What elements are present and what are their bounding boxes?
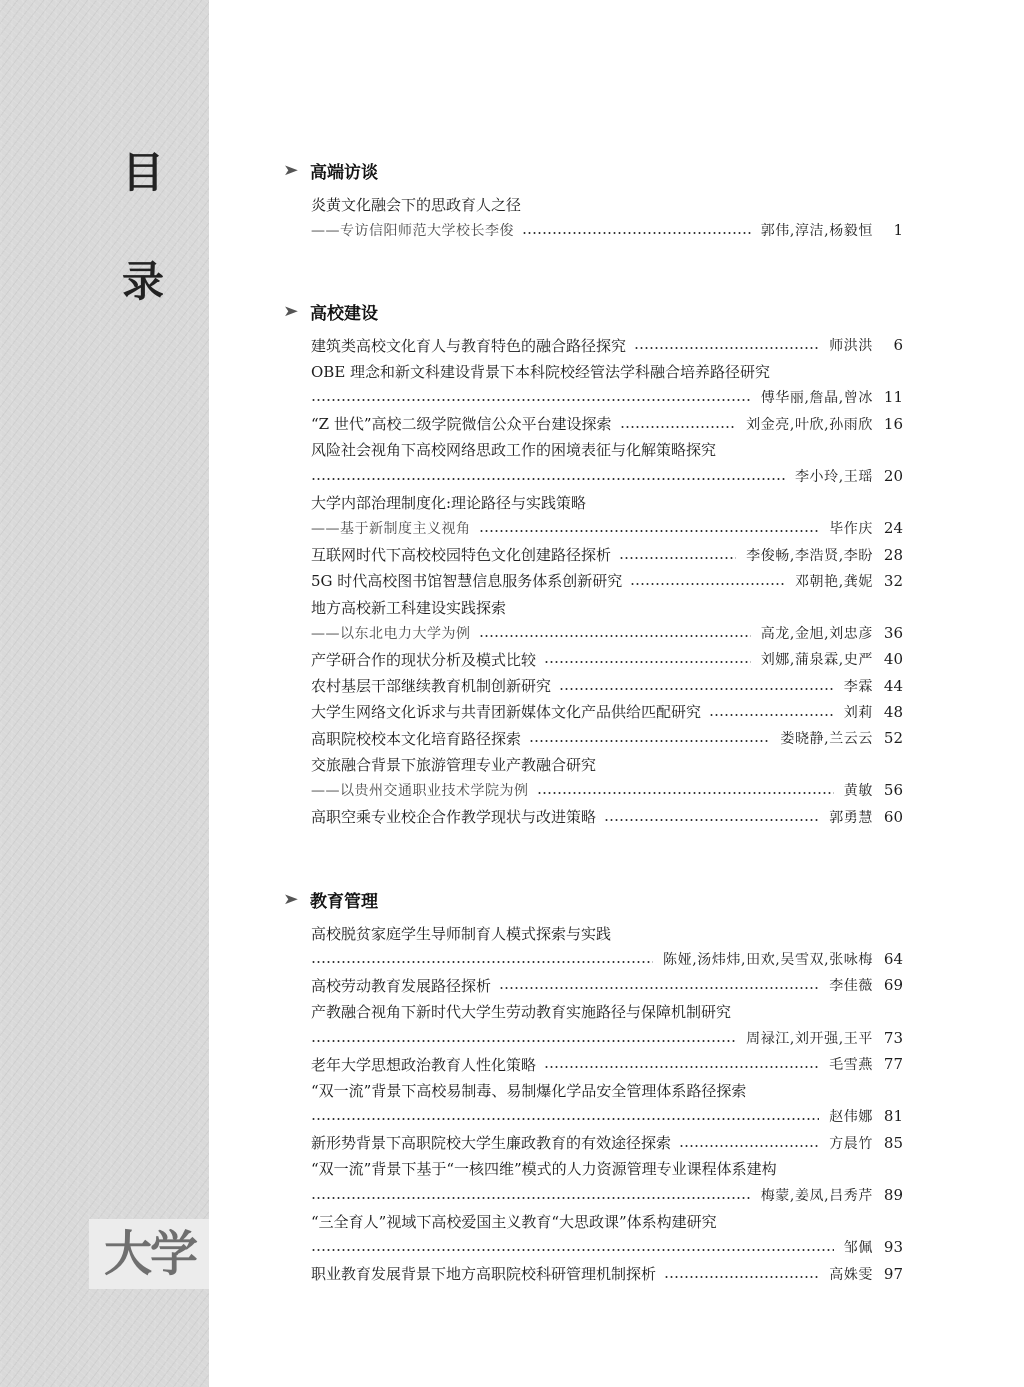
entry-title[interactable]: 老年大学思想政治教育人性化策略: [311, 1055, 537, 1074]
dot-leader: [664, 1276, 819, 1278]
dot-leader: [311, 961, 653, 963]
section-heading-label: 高端访谈: [310, 162, 378, 183]
entry-author: 娄晓静,兰云云: [780, 731, 873, 747]
page-number: 93: [883, 1238, 903, 1257]
dot-leader: [499, 987, 819, 989]
entry-title[interactable]: 新形势背景下高职院校大学生廉政教育的有效途径探索: [311, 1134, 672, 1153]
dot-leader: [311, 1118, 819, 1120]
dot-leader: [479, 635, 751, 637]
dot-leader: [311, 1249, 834, 1251]
page-number: 32: [883, 571, 903, 590]
toc-row: [311, 1077, 903, 1103]
page-number: 85: [883, 1133, 903, 1152]
toc-row: [311, 1208, 903, 1234]
toc-row: [311, 358, 903, 384]
dot-leader: [709, 714, 834, 716]
toc-row: [311, 515, 903, 541]
toc-row: [311, 542, 903, 568]
entry-title[interactable]: 产学研合作的现状分析及模式比较: [311, 650, 537, 669]
entry-author: 方晨竹: [829, 1135, 873, 1152]
toc-row: [311, 1156, 903, 1182]
dot-leader: [630, 583, 785, 585]
toc-row: [311, 463, 903, 489]
toc-row: [311, 699, 903, 725]
toc-row: [311, 777, 903, 803]
toc-row: [311, 191, 903, 217]
page-number: 16: [883, 414, 903, 433]
contents-title-char: 目: [122, 148, 165, 197]
entry-title[interactable]: 大学生网络文化诉求与共青团新媒体文化产品供给匹配研究: [311, 703, 702, 722]
section-heading: [283, 298, 378, 324]
page-number: 60: [883, 807, 903, 826]
entry-author: 李俊畅,李浩贤,李盼: [746, 547, 873, 564]
entry-author: 师洪洪: [829, 338, 873, 354]
entry-title[interactable]: 风险社会视角下高校网络思政工作的困境表征与化解策略探究: [311, 441, 717, 460]
toc-row: [311, 1261, 903, 1287]
toc-row: [311, 620, 903, 646]
entry-author: 毛雪燕: [829, 1057, 873, 1073]
dot-leader: [679, 1145, 819, 1147]
toc-row: [311, 217, 903, 243]
page-number: 40: [883, 650, 903, 669]
toc-row: [311, 725, 903, 751]
entry-author: 李小玲,王瑶: [794, 469, 873, 485]
section-heading: [283, 157, 378, 183]
entry-author: 黄敏: [843, 783, 873, 800]
entry-author: 郭勇慧: [829, 809, 873, 826]
entry-author: 高龙,金旭,刘忠彦: [760, 626, 873, 643]
entry-author: 毕作庆: [829, 521, 873, 538]
entry-title[interactable]: 高职院校校本文化培育路径探索: [311, 729, 522, 748]
entry-author: 傅华丽,詹晶,曾冰: [760, 390, 873, 407]
page-number: 48: [883, 702, 903, 721]
toc-row: [311, 332, 903, 358]
entry-title[interactable]: 炎黄文化融会下的思政育人之径: [311, 195, 522, 214]
section-heading-label: 高校建设: [310, 303, 378, 324]
toc-row: [311, 646, 903, 672]
contents-title-char: 录: [122, 257, 165, 306]
page-number: 77: [883, 1055, 903, 1073]
page-number: 36: [883, 624, 903, 643]
page-number: 1: [893, 221, 903, 240]
page-number: 52: [883, 729, 903, 747]
page-number: 20: [883, 467, 903, 485]
sidebar: [0, 0, 209, 1387]
entry-author: 刘金亮,叶欣,孙雨欣: [746, 416, 873, 433]
dot-leader: [544, 1066, 819, 1068]
entry-title[interactable]: 建筑类高校文化育人与教育特色的融合路径探究: [311, 336, 627, 355]
toc-row: [311, 1130, 903, 1156]
dot-leader: [604, 819, 819, 821]
entry-author: 邓朝艳,龚妮: [794, 573, 873, 590]
entry-author: 陈娅,汤炜炜,田欢,吴雪双,张咏梅: [663, 952, 873, 969]
page-number: 28: [883, 545, 903, 564]
toc-row: [311, 489, 903, 515]
dot-leader: [311, 1040, 736, 1042]
page-number: 24: [883, 519, 903, 538]
toc-row: [311, 1103, 903, 1129]
dot-leader: [634, 347, 819, 349]
toc-row: [311, 411, 903, 437]
toc-row: [311, 437, 903, 463]
table-of-contents: [283, 0, 903, 1387]
dot-leader: [620, 426, 737, 428]
entry-title[interactable]: 产教融合视角下新时代大学生劳动教育实施路径与保障机制研究: [311, 1003, 732, 1022]
dot-leader: [311, 478, 785, 480]
entry-author: 李佳薇: [829, 978, 873, 995]
page-number: 64: [883, 950, 903, 969]
entry-author: 赵伟娜: [829, 1109, 873, 1126]
toc-row: [311, 1025, 903, 1051]
entry-author: 梅蒙,姜凤,吕秀芹: [760, 1188, 873, 1204]
page-number: 44: [883, 676, 903, 695]
dot-leader: [522, 232, 751, 234]
entry-author: 李霖: [843, 678, 873, 695]
toc-row: [311, 594, 903, 620]
toc-row: [311, 384, 903, 410]
toc-row: [311, 1234, 903, 1260]
page-number: 97: [883, 1264, 903, 1283]
page-number: 69: [883, 976, 903, 995]
entry-title[interactable]: OBE 理念和新文科建设背景下本科院校经管法学科融合培养路径研究: [311, 362, 771, 381]
entry-title[interactable]: 地方高校新工科建设实践探索: [311, 598, 507, 617]
contents-title: [122, 148, 170, 306]
arrow-icon: ➤: [283, 161, 299, 179]
dot-leader: [559, 688, 834, 690]
page-number: 6: [893, 336, 903, 354]
dot-leader: [311, 399, 751, 401]
entry-title[interactable]: 高校脱贫家庭学生导师制育人模式探索与实践: [311, 924, 612, 943]
entry-title[interactable]: 职业教育发展背景下地方高职院校科研管理机制探析: [311, 1265, 657, 1284]
entry-author: 邹佩: [843, 1240, 873, 1257]
page-number: 89: [883, 1186, 903, 1204]
dot-leader: [311, 1197, 751, 1199]
page-number: 11: [883, 388, 903, 407]
page-number: 81: [883, 1107, 903, 1126]
toc-row: [311, 1182, 903, 1208]
entry-title[interactable]: 5G 时代高校图书馆智慧信息服务体系创新研究: [311, 572, 623, 591]
entry-title[interactable]: 高校劳动教育发展路径探析: [311, 976, 492, 995]
entry-author: 刘娜,蒲泉霖,史严: [760, 652, 873, 669]
journal-logo: 大学: [89, 1219, 209, 1289]
toc-row: [311, 1051, 903, 1077]
entry-subtitle: ——以贵州交通职业技术学院为例: [311, 783, 529, 800]
section-heading-label: 教育管理: [310, 891, 378, 912]
dot-leader: [544, 661, 751, 663]
arrow-icon: ➤: [283, 890, 299, 908]
entry-subtitle: ——基于新制度主义视角: [311, 521, 471, 538]
dot-leader: [537, 792, 834, 794]
entry-author: 刘莉: [843, 704, 873, 721]
dot-leader: [529, 740, 770, 742]
dot-leader: [619, 557, 736, 559]
entry-title[interactable]: 交旅融合背景下旅游管理专业产教融合研究: [311, 755, 597, 774]
dot-leader: [479, 530, 820, 532]
toc-row: [311, 751, 903, 777]
entry-title[interactable]: 高职空乘专业校企合作教学现状与改进策略: [311, 808, 597, 827]
entry-author: 高姝雯: [829, 1266, 873, 1283]
entry-subtitle: ——以东北电力大学为例: [311, 626, 471, 643]
toc-row: [311, 920, 903, 946]
page-number: 73: [883, 1028, 903, 1047]
entry-title[interactable]: “Z 世代”高校二级学院微信公众平台建设探索: [311, 415, 612, 434]
section-heading: [283, 886, 378, 912]
entry-title[interactable]: 大学内部治理制度化:理论路径与实践策略: [311, 493, 587, 512]
entry-author: 郭伟,淳洁,杨毅恒: [760, 223, 873, 240]
toc-row: [311, 673, 903, 699]
entry-title[interactable]: 互联网时代下高校校园特色文化创建路径探析: [311, 546, 612, 565]
entry-title[interactable]: “双一流”背景下高校易制毒、易制爆化学品安全管理体系路径探索: [311, 1081, 747, 1100]
toc-row: [311, 568, 903, 594]
arrow-icon: ➤: [283, 302, 299, 320]
toc-row: [311, 946, 903, 972]
entry-title[interactable]: 农村基层干部继续教育机制创新研究: [311, 677, 552, 696]
toc-row: [311, 804, 903, 830]
entry-title[interactable]: “三全育人”视域下高校爱国主义教育“大思政课”体系构建研究: [311, 1212, 717, 1231]
toc-row: [311, 972, 903, 998]
toc-row: [311, 999, 903, 1025]
entry-subtitle: ——专访信阳师范大学校长李俊: [311, 223, 514, 240]
entry-author: 周禄江,刘开强,王平: [746, 1030, 873, 1047]
entry-title[interactable]: “双一流”背景下基于“一核四维”模式的人力资源管理专业课程体系建构: [311, 1160, 777, 1179]
page-number: 56: [883, 781, 903, 800]
